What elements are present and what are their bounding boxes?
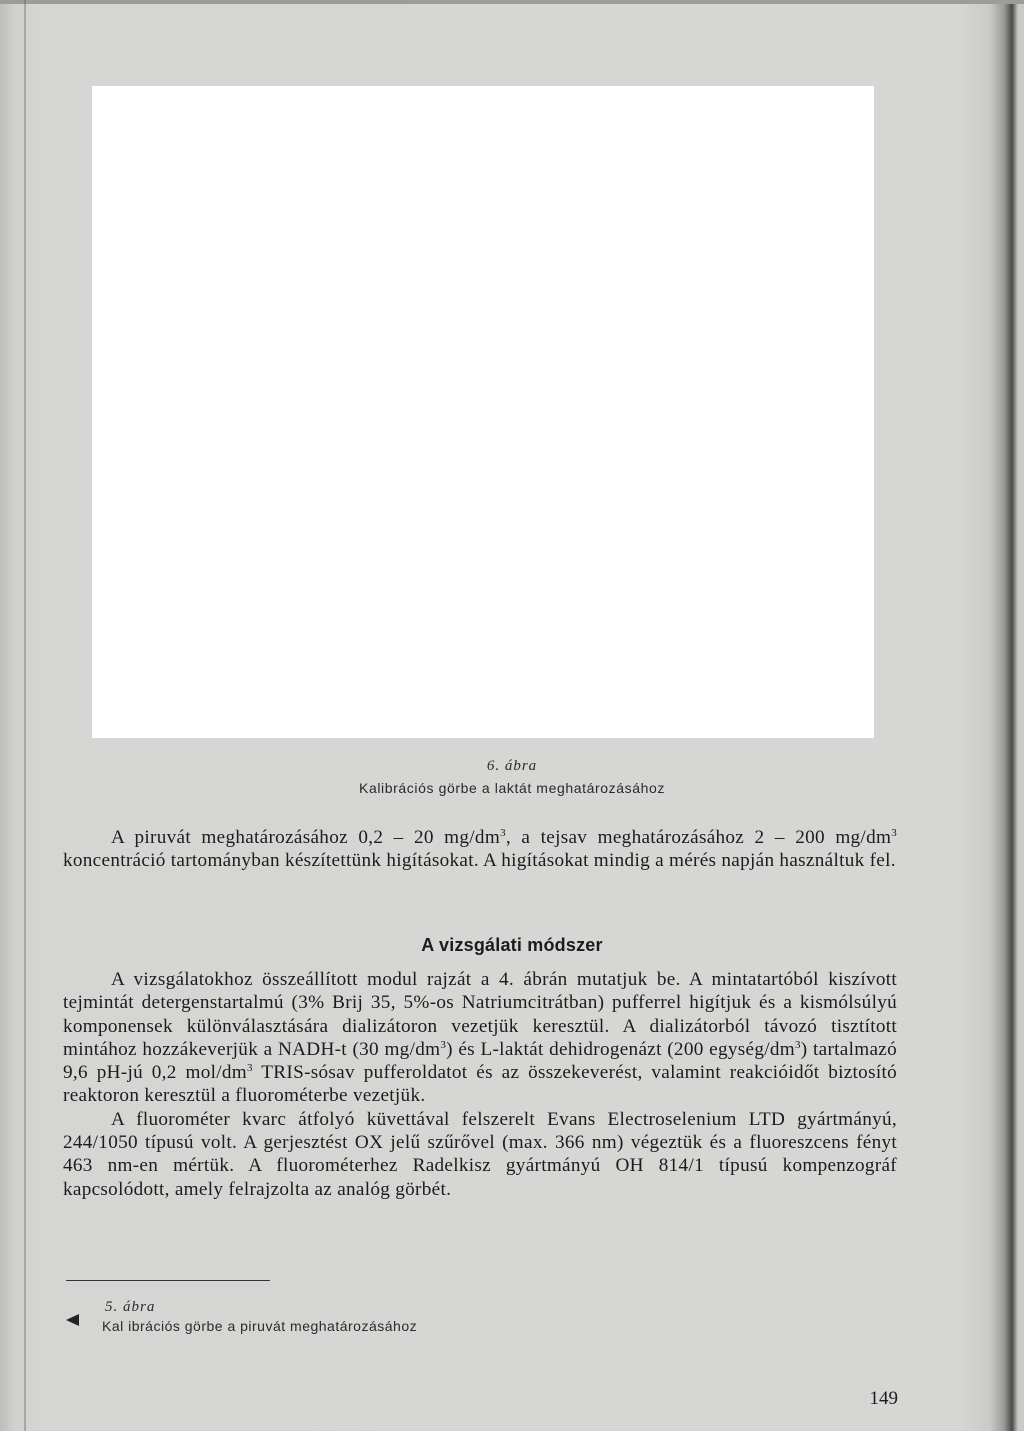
figure-6-caption: Kalibrációs görbe a laktát meghatározásához <box>359 780 665 796</box>
intro-text-b: , a tejsav meghatározásához 2 – 200 mg/dm <box>505 827 892 848</box>
scan-top-edge <box>0 0 1024 4</box>
page-number: 149 <box>869 1388 898 1409</box>
left-arrow-icon <box>66 1314 79 1326</box>
method-paragraph-1 <box>63 968 897 1108</box>
figure-6-image-area <box>92 86 874 738</box>
figure-5-caption: Kal ibrációs görbe a piruvát meghatározásához <box>102 1318 418 1334</box>
footnote-divider <box>66 1280 270 1281</box>
intro-sup-a: 3 <box>500 827 506 839</box>
method-p1-text-3: ) tartalmazó 9,6 pH-jú 0,2 mol/dm <box>63 1038 897 1084</box>
method-p1-text-1: A vizsgálatokhoz összeállított modul rajzát a 4. ábrán mutatjuk be. A mintatartóból kiszívott tejmintát detergenstartalmú (3% Brij 35, 5%-os Natriumcitrátban) pufferrel higítjuk és a kismólsúlyú komponensek különválasztására dializátoron vezetjük keresztül. A dializátorból távozó tisztított mintához hozzákeverjük a NADH-t (30 mg/dm <box>63 969 897 1060</box>
figure-6-number: 6. ábra <box>486 758 538 774</box>
intro-paragraph <box>63 826 897 873</box>
figure-5-number: 5. ábra <box>105 1299 156 1315</box>
method-p1-sup-3: 3 <box>247 1062 253 1075</box>
intro-sup-b: 3 <box>891 827 897 839</box>
section-heading: A vizsgálati módszer <box>421 935 603 955</box>
intro-text-a: A piruvát meghatározásához 0,2 – 20 mg/dm <box>111 827 501 848</box>
method-p1-text-4: TRIS-sósav pufferoldatot és az összekeverést, valamint reakcióidőt biztosító reaktoron keresztül a fluorométerbe vezetjük. <box>63 1062 897 1107</box>
method-section <box>63 968 897 1201</box>
spine-shadow <box>24 0 26 1431</box>
method-p1-sup-1: 3 <box>440 1038 447 1051</box>
intro-text-c: koncentráció tartományban készítettünk higításokat. A higításokat mindig a mérés napján használtuk fel. <box>63 850 896 872</box>
method-paragraph-2: A fluorométer kvarc átfolyó küvettával felszerelt Evans Electroselenium LTD gyártmányú, 244/1050 típusú volt. A gerjesztést OX jelű szűrővel (max. 366 nm) végeztük és a fluoreszcens fényt 463 nm-en mértük. A fluorométerhez Radelkisz gyártmányú OH 814/1 típusú kompenzográf kapcsolódott, amely felrajzolta az analóg görbét. <box>63 1108 897 1200</box>
method-p1-sup-2: 3 <box>794 1038 801 1051</box>
method-p1-text-2: ) és L-laktát dehidrogenázt (200 egység/dm <box>446 1038 795 1060</box>
